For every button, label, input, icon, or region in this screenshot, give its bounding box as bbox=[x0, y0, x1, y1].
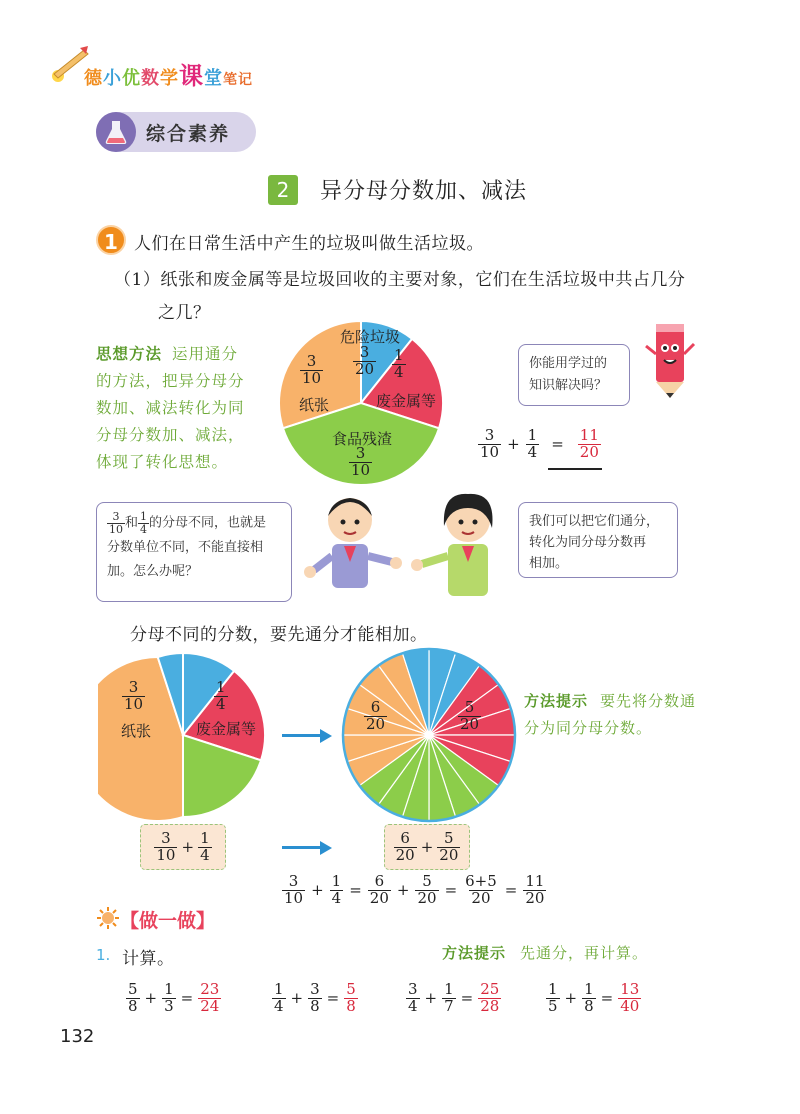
arrow-head bbox=[320, 841, 332, 855]
pie3-fraction-right: $\frac{5}{20}$ bbox=[460, 698, 480, 733]
question-intro: 人们在日常生活中产生的垃圾叫做生活垃圾。 bbox=[134, 234, 484, 254]
pie-label-food: 食品残渣 bbox=[332, 430, 393, 448]
pie-fraction-food: $\frac{3}{10}$ bbox=[351, 444, 371, 479]
answer-equation: $\frac{3}{10}$ + $\frac{1}{4}$ = $\frac{11}{20}$ bbox=[480, 426, 599, 461]
practice-title: 【做一做】 bbox=[120, 910, 216, 932]
pencil-character-illustration bbox=[640, 318, 700, 400]
practice-tip-text: 先通分，再计算。 bbox=[520, 944, 649, 962]
sun-icon bbox=[96, 906, 120, 930]
formula-box-converted: $\frac{6}{20}$ + $\frac{5}{20}$ bbox=[384, 824, 470, 870]
formula-box-original: $\frac{3}{10}$ + $\frac{1}{4}$ bbox=[140, 824, 226, 870]
arrow-right-icon bbox=[282, 734, 322, 737]
practice-problem: $\frac{1}{4}$ + $\frac{3}{8}$ = $\frac{5}{8}$ bbox=[274, 980, 356, 1015]
note-line: 体现了转化思想。 bbox=[96, 453, 229, 471]
practice-problem: $\frac{1}{5}$ + $\frac{1}{8}$ = $\frac{13}{40}$ bbox=[548, 980, 640, 1015]
rule-sentence: 分母不同的分数，要先通分才能相加。 bbox=[130, 625, 428, 645]
note-line: 数加、减法转化为同 bbox=[96, 399, 245, 417]
pencil-speech-bubble bbox=[518, 344, 630, 406]
bubble-line: 转化为同分母分数再 bbox=[529, 535, 647, 550]
practice-item-number: 1. bbox=[96, 946, 111, 964]
brand-title bbox=[84, 56, 253, 91]
pie2-fraction-metal: $\frac{1}{4}$ bbox=[216, 678, 226, 713]
pie2-label-paper: 纸张 bbox=[121, 722, 152, 740]
arrow-right-icon bbox=[282, 846, 322, 849]
arrow-head bbox=[320, 729, 332, 743]
brand-char: 堂 bbox=[204, 68, 223, 89]
note-line: 的方法，把异分母分 bbox=[96, 372, 245, 390]
brand-char: 德 bbox=[84, 68, 103, 89]
pie-label-paper: 纸张 bbox=[299, 396, 330, 414]
brand-char: 学 bbox=[160, 68, 179, 89]
boy-speech-bubble: $\frac{3}{10}$ 和 $\frac{1}{4}$ 的分母不同，也就是 分数单位不同，不能直接相 加。怎么办呢？ bbox=[96, 502, 292, 602]
pie-fraction-metal: $\frac{1}{4}$ bbox=[394, 346, 404, 381]
practice-problem: $\frac{3}{4}$ + $\frac{1}{7}$ = $\frac{25}{28}$ bbox=[408, 980, 500, 1015]
pie-fraction-paper: $\frac{3}{10}$ bbox=[302, 352, 322, 387]
sub-question-line2: 之几？ bbox=[158, 303, 211, 323]
note-line: 要先将分数通 bbox=[600, 692, 697, 710]
thinking-method-label: 思想方法 bbox=[96, 344, 163, 363]
category-label: 综合素养 bbox=[146, 123, 231, 145]
brand-char: 优 bbox=[122, 68, 141, 89]
note-line: 分母分数加、减法， bbox=[96, 426, 245, 444]
pie-fraction-danger: $\frac{3}{20}$ bbox=[355, 343, 375, 378]
thinking-method-note bbox=[96, 340, 266, 476]
students-illustration bbox=[300, 490, 520, 606]
girl-speech-bubble bbox=[518, 502, 678, 578]
lesson-title: 异分母分数加、减法 bbox=[320, 179, 528, 204]
pie-label-danger: 危险垃圾 bbox=[340, 328, 401, 346]
bubble-line: 我们可以把它们通分， bbox=[529, 514, 660, 529]
page-number: 132 bbox=[60, 1026, 95, 1047]
flask-icon bbox=[96, 112, 136, 152]
pie2-label-metal: 废金属等 bbox=[196, 720, 257, 738]
method-tip-label: 方法提示 bbox=[524, 692, 589, 710]
pie3-fraction-left: $\frac{6}{20}$ bbox=[366, 698, 386, 733]
bubble-line: 你能用学过的 bbox=[529, 356, 608, 371]
bubble-line: 相加。 bbox=[529, 556, 569, 571]
question-number-badge: 1 bbox=[96, 225, 126, 255]
twentieths-pie-chart bbox=[340, 646, 518, 824]
brand-char: 数 bbox=[141, 68, 160, 89]
practice-item-text: 计算。 bbox=[122, 949, 175, 969]
practice-method-tip bbox=[442, 940, 648, 967]
brand-char: 课 bbox=[179, 62, 204, 90]
practice-tip-label: 方法提示 bbox=[442, 944, 507, 962]
lesson-number: 2 bbox=[268, 175, 298, 205]
full-solution-equation: $\frac{3}{10}$ + $\frac{1}{4}$ = $\frac{6}{20}$ + $\frac{5}{20}$ = $\frac{6+5}{20}$ = $\frac{11}{20}$ bbox=[284, 872, 545, 907]
method-tip-note bbox=[524, 688, 744, 742]
brand-char: 小 bbox=[103, 68, 122, 89]
note-line: 运用通分 bbox=[172, 345, 239, 363]
pie2-fraction-paper: $\frac{3}{10}$ bbox=[124, 678, 144, 713]
pie-label-metal: 废金属等 bbox=[376, 392, 437, 410]
answer-underline bbox=[548, 468, 602, 470]
practice-problem: $\frac{5}{8}$ + $\frac{1}{3}$ = $\frac{23}{24}$ bbox=[128, 980, 220, 1015]
bubble-line: 知识解决吗？ bbox=[529, 378, 608, 393]
brand-char: 笔记 bbox=[223, 72, 253, 88]
note-line: 分为同分母分数。 bbox=[524, 719, 653, 737]
sub-question-line1: （1）纸张和废金属等是垃圾回收的主要对象，它们在生活垃圾中共占几分 bbox=[114, 270, 686, 290]
